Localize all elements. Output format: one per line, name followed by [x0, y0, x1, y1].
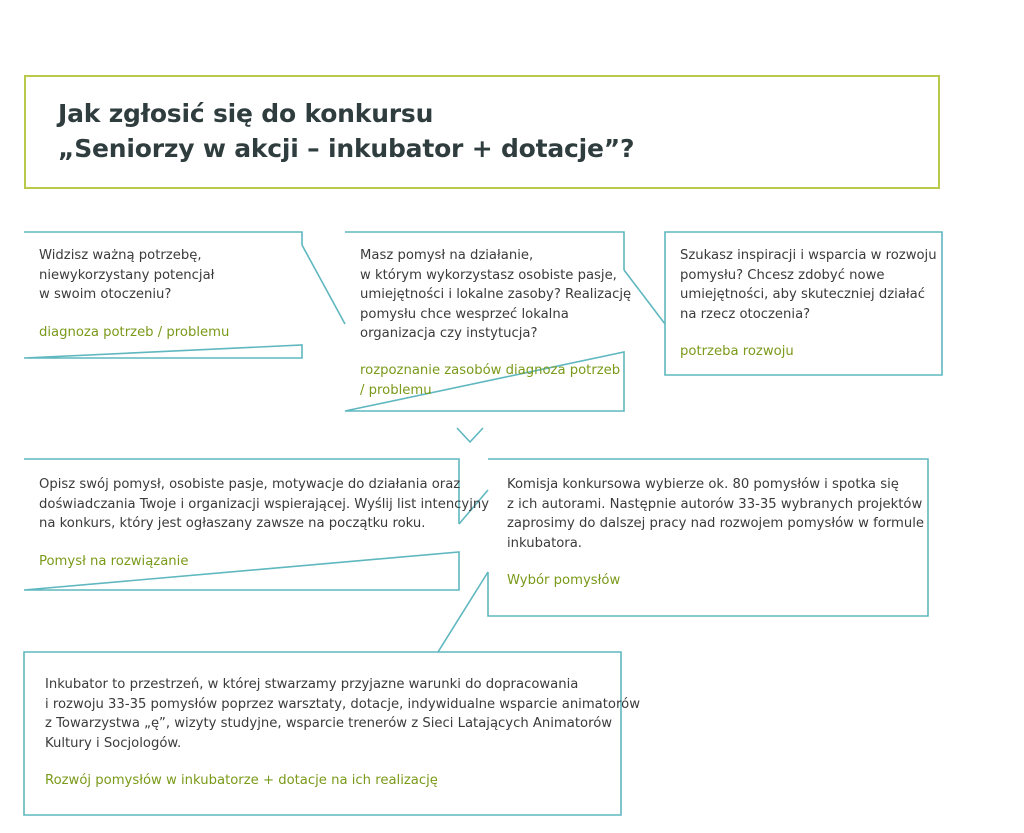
box-2-line-4: pomysłu chce wesprzeć lokalna — [360, 306, 569, 322]
box-6-line-1: Inkubator to przestrzeń, w której stwarzamy przyjazne warunki do dopracowania — [45, 677, 579, 692]
box-3-line-4: na rzecz otoczenia? — [680, 306, 811, 322]
box-2-tag-line-2: / problemu — [360, 382, 432, 398]
box-6-line-2: i rozwoju 33-35 pomysłów poprzez warsztaty, dotacje, indywidualne wsparcie animatorów — [45, 696, 640, 712]
box-1-line-2: niewykorzystany potencjał — [39, 267, 215, 283]
box-6-line-3: z Towarzystwa „ę”, wizyty studyjne, wsparcie trenerów z Sieci Latających Animatorów — [45, 716, 613, 731]
connector-1-2 — [302, 245, 345, 324]
page-title-line-2: „Seniorzy w akcji – inkubator + dotacje”? — [58, 134, 635, 163]
box-1-line-3: w swoim otoczeniu? — [39, 287, 172, 302]
box-3-tag: potrzeba rozwoju — [680, 344, 794, 359]
box-6-tag: Rozwój pomysłów w inkubatorze + dotacje na ich realizację — [45, 773, 438, 788]
page-title-line-1: Jak zgłosić się do konkursu — [58, 99, 434, 128]
box-5-line-1: Komisja konkursowa wybierze ok. 80 pomysłów i spotka się — [507, 477, 899, 492]
box-5-line-2: z ich autorami. Następnie autorów 33-35 wybranych projektów — [507, 496, 923, 512]
box-4-line-2: doświadczania Twoje i organizacji wspierającej. Wyślij list intencyjny — [39, 496, 490, 512]
down-chevron-icon — [457, 428, 483, 442]
box-6-line-4: Kultury i Socjologów. — [45, 735, 182, 751]
box-3-line-3: umiejętności, aby skuteczniej działać — [680, 287, 925, 302]
box-1-tag: diagnoza potrzeb / problemu — [39, 325, 230, 340]
box-4-line-3: na konkurs, który jest ogłaszany zawsze na początku roku. — [39, 516, 426, 531]
box-5-tag: Wybór pomysłów — [507, 573, 621, 588]
box-5-line-4: inkubatora. — [507, 535, 582, 551]
box-2-line-1: Masz pomysł na działanie, — [360, 248, 534, 263]
box-5-line-3: zaprosimy do dalszej pracy nad rozwojem pomysłów w formule — [507, 516, 924, 531]
box-1-line-1: Widzisz ważną potrzebę, — [39, 248, 202, 263]
box-2-line-3: umiejętności i lokalne zasoby? Realizację — [360, 287, 632, 302]
box-2-line-5: organizacja czy instytucja? — [360, 326, 538, 341]
box-4-tag: Pomysł na rozwiązanie — [39, 554, 189, 569]
box-2-tag-line-1: rozpoznanie zasobów diagnoza potrzeb — [360, 363, 621, 378]
box-2-line-2: w którym wykorzystasz osobiste pasje, — [360, 267, 617, 283]
box-3-line-1: Szukasz inspiracji i wsparcia w rozwoju — [680, 248, 937, 263]
box-4-line-1: Opisz swój pomysł, osobiste pasje, motywacje do działania oraz — [39, 477, 461, 492]
connector-5-6 — [438, 572, 488, 652]
box-3-line-2: pomysłu? Chcesz zdobyć nowe — [680, 267, 885, 283]
